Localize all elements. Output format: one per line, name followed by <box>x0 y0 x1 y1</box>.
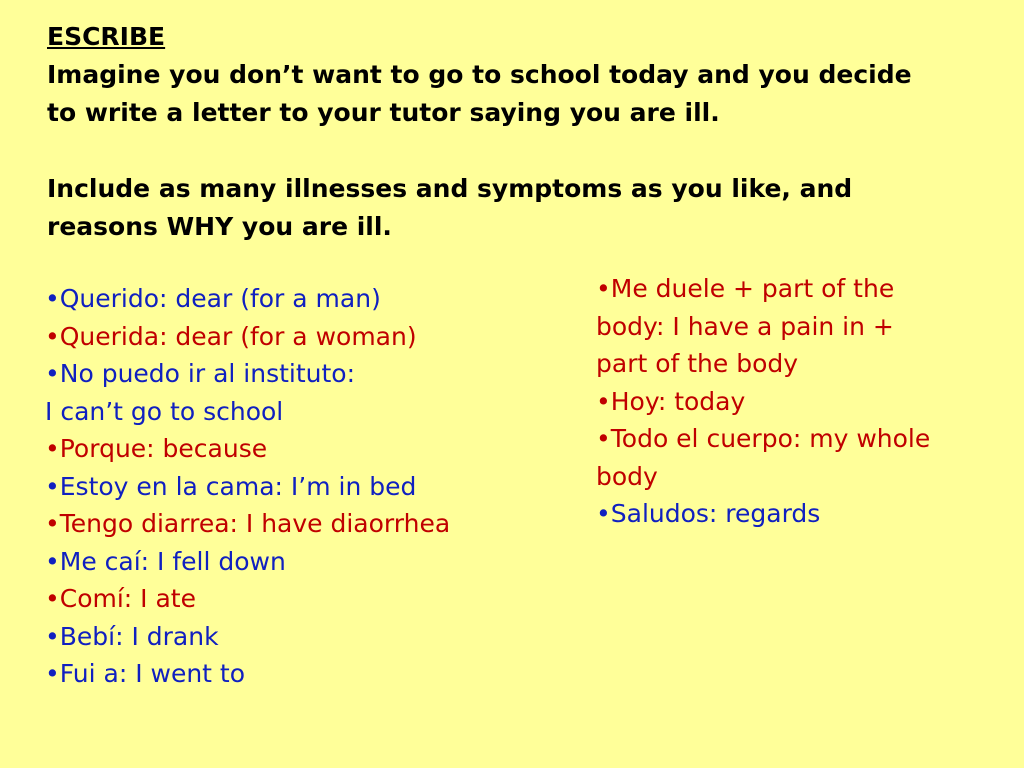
vocab-text: Bebí: I drank <box>59 621 219 651</box>
bullet: • <box>45 284 60 313</box>
bullet: • <box>45 471 60 501</box>
vocab-list-right <box>596 270 996 533</box>
vocab-item <box>45 505 565 543</box>
vocab-text: Saludos: regards <box>610 499 821 528</box>
vocab-text: Fui a: I went to <box>59 659 246 688</box>
instruction-line: reasons WHY you are ill. <box>47 212 392 241</box>
vocab-text: Hoy: today <box>610 386 746 416</box>
vocab-item <box>596 495 996 533</box>
instruction-line: Imagine you don’t want to go to school today and you decide <box>47 60 912 89</box>
vocab-text: Comí: I ate <box>59 584 196 613</box>
vocab-text: Querido: dear (for a man) <box>59 284 381 313</box>
bullet: • <box>45 546 60 576</box>
vocab-text: Querida: dear (for a woman) <box>59 321 417 351</box>
bullet: • <box>596 499 611 528</box>
bullet: • <box>45 584 60 613</box>
vocab-text: part of the body <box>596 349 799 378</box>
vocab-item <box>596 270 996 383</box>
vocab-text: body <box>596 461 658 491</box>
bullet: • <box>596 386 611 416</box>
vocab-text: Me caí: I fell down <box>59 546 286 576</box>
bullet: • <box>45 621 60 651</box>
vocab-text: Estoy en la cama: I’m in bed <box>59 471 417 501</box>
vocab-text: No puedo ir al instituto: <box>59 359 356 388</box>
vocab-item <box>45 543 565 581</box>
vocab-item <box>45 580 565 618</box>
bullet: • <box>45 321 60 351</box>
bullet: • <box>596 424 611 453</box>
vocab-item <box>45 430 565 468</box>
bullet: • <box>45 509 60 538</box>
vocab-item <box>45 318 565 356</box>
bullet: • <box>45 434 60 463</box>
instruction-line: to write a letter to your tutor saying you are ill. <box>47 98 720 127</box>
bullet: • <box>45 659 60 688</box>
vocab-text: body: I have a pain in + <box>596 311 894 341</box>
bullet: • <box>596 274 611 303</box>
instructions-block <box>47 18 982 246</box>
vocab-text: Porque: because <box>59 434 268 463</box>
vocab-text: Me duele + part of the <box>610 274 895 303</box>
vocab-continuation: I can’t go to school <box>45 396 284 426</box>
bullet: • <box>45 359 60 388</box>
vocab-item <box>45 655 565 693</box>
vocab-item <box>45 618 565 656</box>
vocab-item <box>596 383 996 421</box>
vocab-item <box>45 280 565 318</box>
vocab-item <box>596 420 996 495</box>
vocab-item <box>45 355 565 393</box>
vocab-text: Todo el cuerpo: my whole <box>610 424 931 453</box>
vocab-list-left <box>45 280 565 693</box>
vocab-text: Tengo diarrea: I have diaorrhea <box>59 509 451 538</box>
slide-title: ESCRIBE <box>47 22 166 51</box>
spacer <box>47 132 982 170</box>
vocab-item <box>45 468 565 506</box>
instruction-line: Include as many illnesses and symptoms as you like, and <box>47 174 853 203</box>
